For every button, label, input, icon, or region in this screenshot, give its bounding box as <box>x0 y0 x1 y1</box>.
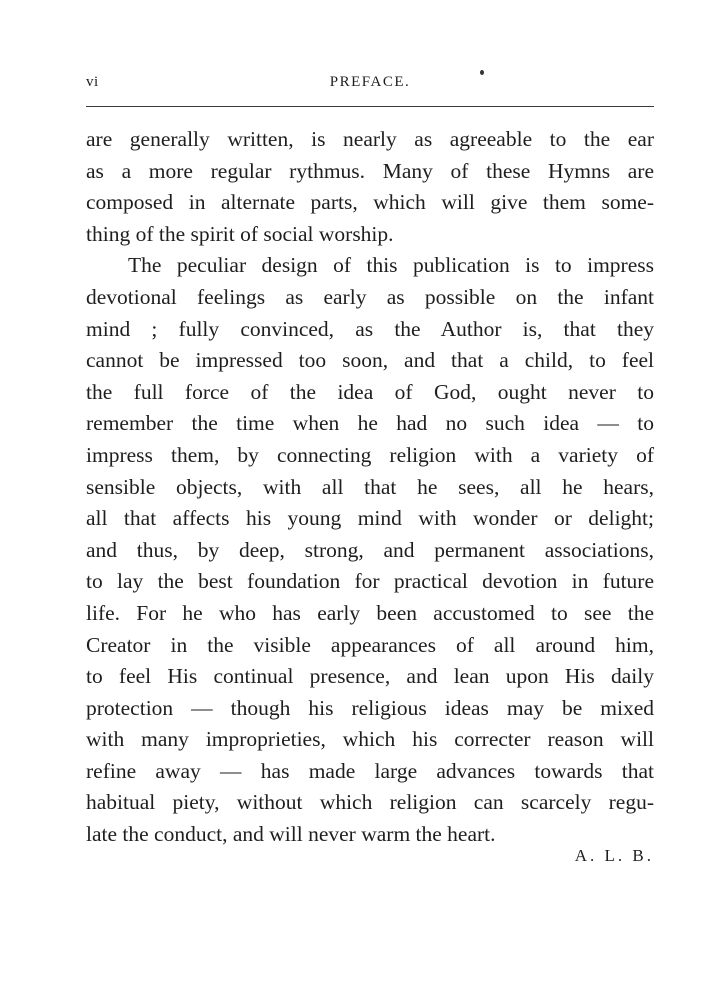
signature: A. L. B. <box>574 846 654 865</box>
text-line: thing of the spirit of social worship. <box>86 221 394 246</box>
text-line: cannot be impressed too soon, and that a child, to feel <box>86 348 654 373</box>
text-line: sensible objects, with all that he sees, all he hears, <box>86 474 654 499</box>
paragraph-1 <box>86 124 654 250</box>
text-line: life. For he who has early been accustomed to see the <box>86 600 654 625</box>
text-line: with many improprieties, which his correcter reason will <box>86 727 654 752</box>
text-line: composed in alternate parts, which will give them some- <box>86 190 654 215</box>
running-head <box>86 74 654 98</box>
text-line: mind ; fully convinced, as the Author is, that they <box>86 316 654 341</box>
text-line: are generally written, is nearly as agreeable to the ear <box>86 127 654 151</box>
page-number: vi <box>86 74 99 90</box>
text-line: devotional feelings as early as possible on the infant <box>86 284 654 309</box>
text-line: protection — though his religious ideas may be mixed <box>86 695 654 720</box>
text-line: The peculiar design of this publication is to impress <box>128 253 654 278</box>
text-line: remember the time when he had no such idea — to <box>86 411 654 436</box>
ink-speck <box>480 70 484 75</box>
text-line: the full force of the idea of God, ought never to <box>86 379 654 404</box>
running-title: PREFACE. <box>329 74 411 90</box>
text-line: impress them, by connecting religion with a variety of <box>86 442 654 467</box>
text-line: and thus, by deep, strong, and permanent associations, <box>86 537 654 562</box>
text-line: to feel His continual presence, and lean upon His daily <box>86 664 654 689</box>
text-line: all that affects his young mind with wonder or delight; <box>86 506 654 531</box>
paragraph-2 <box>86 250 654 850</box>
text-line: refine away — has made large advances towards that <box>86 758 654 783</box>
text-line: Creator in the visible appearances of all around him, <box>86 632 654 657</box>
text-line: late the conduct, and will never warm the heart. <box>86 822 496 847</box>
preface-text <box>86 124 654 851</box>
header-rule <box>86 106 654 107</box>
text-line: habitual piety, without which religion can scarcely regu- <box>86 790 654 815</box>
text-line: as a more regular rythmus. Many of these Hymns are <box>86 158 654 183</box>
text-line: to lay the best foundation for practical devotion in future <box>86 569 654 594</box>
